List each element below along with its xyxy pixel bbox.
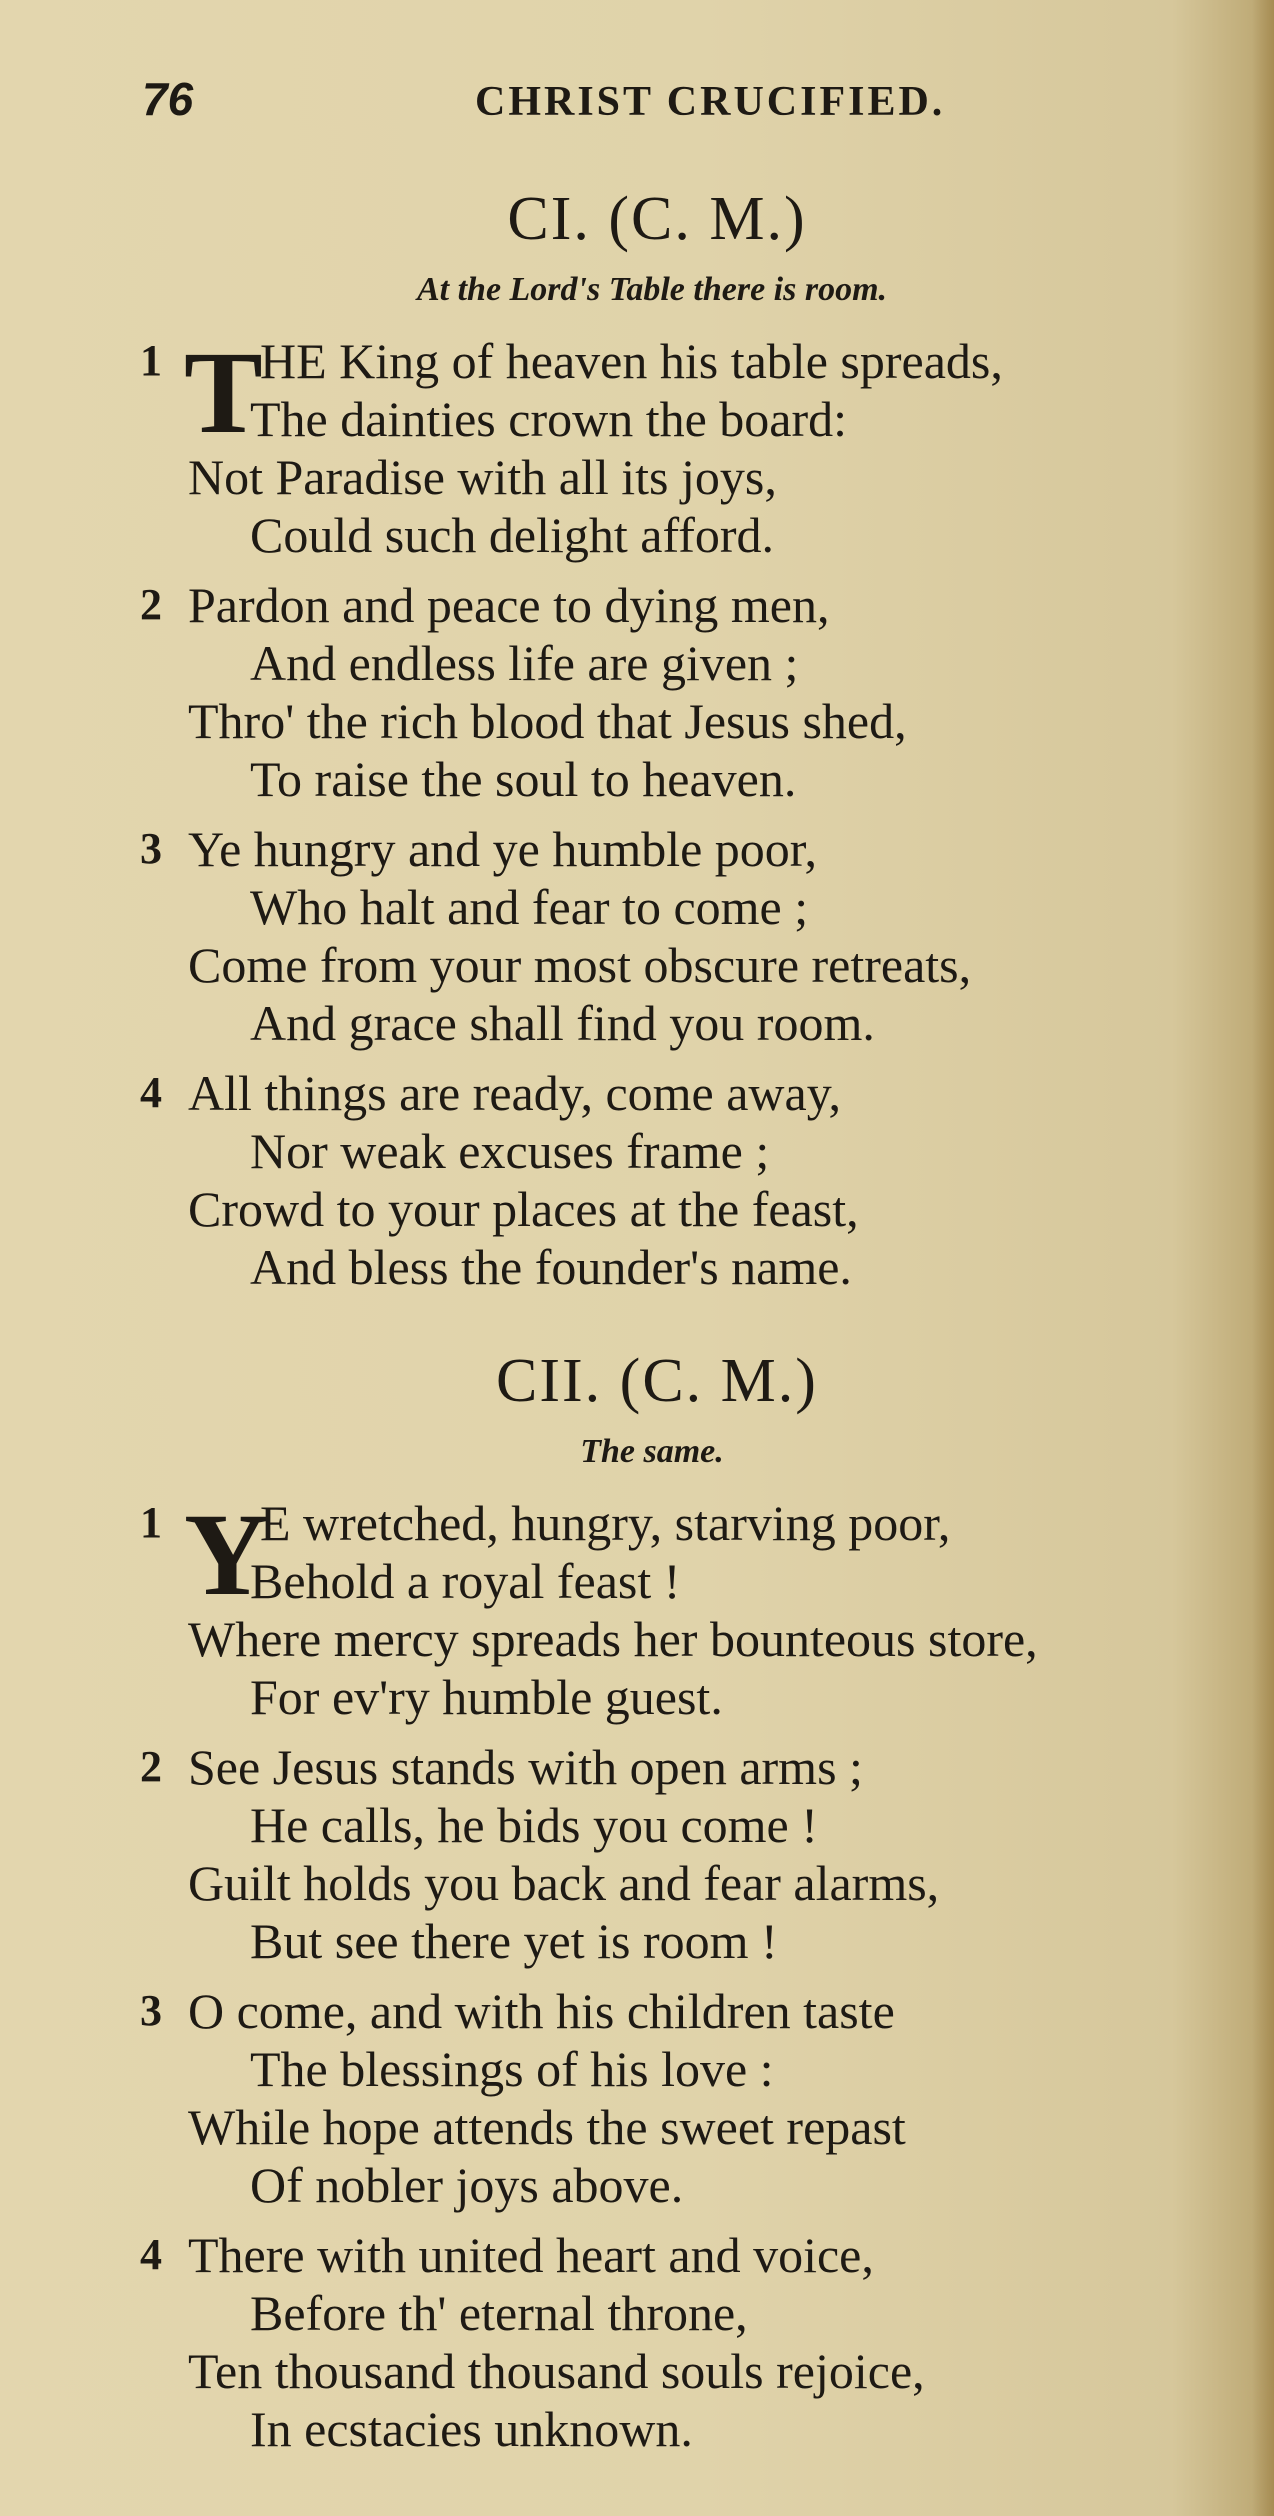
verse-line: Pardon and peace to dying men, [188, 577, 830, 633]
page-number: 76 [142, 73, 194, 125]
verse-line: All things are ready, come away, [188, 1065, 841, 1121]
verse [0, 1489, 1274, 1726]
verse-line: And grace shall find you room. [250, 995, 875, 1051]
verse-line: HE King of heaven his table spreads, [260, 333, 1003, 389]
verse-line: Thro' the rich blood that Jesus shed, [188, 693, 907, 749]
verse-line: Ye hungry and ye humble poor, [188, 821, 817, 877]
verse-line: Crowd to your places at the feast, [188, 1181, 859, 1237]
hymn-subtitle: The same. [580, 1433, 724, 1470]
verse-line: To raise the soul to heaven. [250, 751, 797, 807]
verse-line: He calls, he bids you come ! [250, 1797, 818, 1853]
verse-line: Guilt holds you back and fear alarms, [188, 1855, 940, 1911]
verse-line: Come from your most obscure retreats, [188, 937, 972, 993]
verse-line: Not Paradise with all its joys, [188, 449, 777, 505]
verse-line: Of nobler joys above. [250, 2157, 684, 2213]
hymn-title: CII. (C. M.) [496, 1347, 818, 1415]
verse-list [0, 1489, 1274, 2458]
verse-number: 2 [140, 1742, 162, 1791]
verse [0, 2226, 1274, 2458]
verse [0, 1982, 1274, 2214]
verse-number: 1 [140, 336, 162, 385]
verse-line: And bless the founder's name. [250, 1239, 852, 1295]
page-header [130, 72, 1190, 132]
verse-number: 3 [140, 1986, 162, 2035]
verse-line: Where mercy spreads her bounteous store, [188, 1611, 1038, 1667]
verse-line: And endless life are given ; [250, 635, 799, 691]
hymn-title: CI. (C. M.) [507, 185, 807, 253]
verse-line: Who halt and fear to come ; [250, 879, 809, 935]
drop-cap: Y [184, 1489, 270, 1620]
verse-number: 1 [140, 1498, 162, 1547]
verse-line: Behold a royal feast ! [250, 1553, 681, 1609]
verse-line: But see there yet is room ! [250, 1913, 778, 1969]
verse-line: Ten thousand thousand souls rejoice, [188, 2343, 925, 2399]
hymn-subtitle: At the Lord's Table there is room. [416, 271, 888, 308]
verse-line: The blessings of his love : [250, 2041, 774, 2097]
verse [0, 1738, 1274, 1970]
verse-line: There with united heart and voice, [188, 2227, 874, 2283]
verse-line: Before th' eternal throne, [250, 2285, 748, 2341]
verse-line: See Jesus stands with open arms ; [188, 1739, 863, 1795]
verse-line: For ev'ry humble guest. [250, 1669, 723, 1725]
hymn-ci [0, 178, 1274, 1308]
verse-number: 3 [140, 824, 162, 873]
verse [0, 1064, 1274, 1296]
running-head: CHRIST CRUCIFIED. [475, 79, 946, 125]
verse-line: O come, and with his children taste [188, 1983, 895, 2039]
verse [0, 820, 1274, 1052]
verse-number: 4 [140, 2230, 162, 2279]
drop-cap: T [184, 327, 263, 458]
verse-line: Nor weak excuses frame ; [250, 1123, 770, 1179]
page-edge-shadow [1252, 0, 1274, 2516]
verse-line: While hope attends the sweet repast [188, 2099, 906, 2155]
verse-list [0, 327, 1274, 1296]
verse-number: 4 [140, 1068, 162, 1117]
verse-line: Could such delight afford. [250, 507, 774, 563]
verse [0, 576, 1274, 808]
verse-line: The dainties crown the board: [250, 391, 848, 447]
verse [0, 327, 1274, 564]
verse-line: In ecstacies unknown. [250, 2401, 693, 2457]
verse-line: E wretched, hungry, starving poor, [260, 1495, 951, 1551]
hymn-cii [0, 1340, 1274, 2470]
verse-number: 2 [140, 580, 162, 629]
